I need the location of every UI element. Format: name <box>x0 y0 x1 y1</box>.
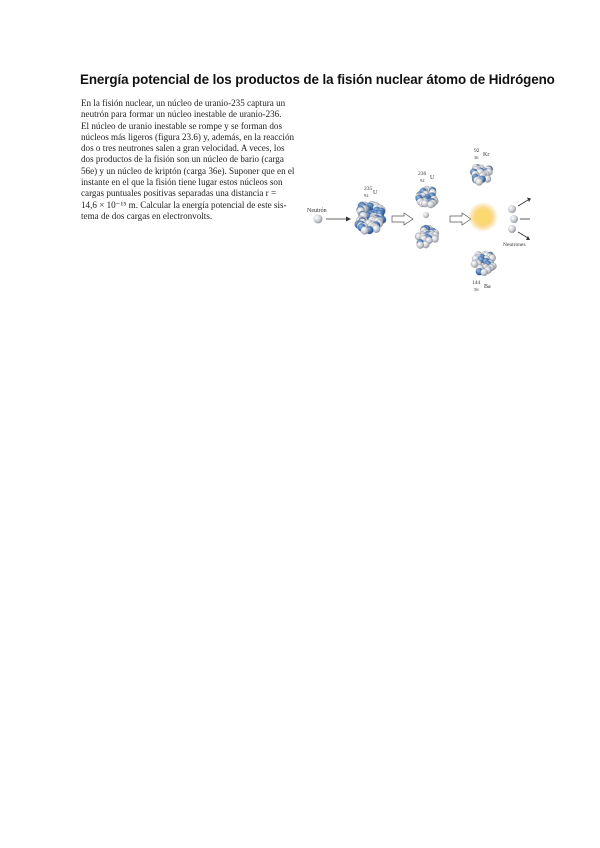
reaction-arrow <box>450 213 471 225</box>
fission-flash-core <box>475 209 491 225</box>
u236-symbol: U <box>430 175 435 181</box>
neutron-particle <box>314 215 323 224</box>
problem-line: 56e) y un núcleo de kriptón (carga 36e). Suponer que en el <box>81 165 295 176</box>
problem-line: cargas puntuales positivas separadas una distancia r = <box>81 188 277 199</box>
kr-symbol: Kr <box>483 152 490 158</box>
reaction-arrow <box>392 213 413 225</box>
barium-nucleus <box>471 251 497 276</box>
uranium-235-nucleus <box>355 201 387 234</box>
uranium-236-upper-fragment <box>415 186 438 208</box>
nucleon <box>476 178 483 185</box>
arrow-head <box>526 236 530 240</box>
ba-mass: 144 <box>472 280 481 286</box>
fission-figure <box>300 145 540 295</box>
nucleon <box>431 235 438 242</box>
arrow-head <box>527 198 531 203</box>
arrow <box>518 200 528 206</box>
neutrons-label: Neutrones <box>503 242 526 248</box>
u235-symbol: U <box>373 190 378 196</box>
krypton-nucleus <box>470 164 493 185</box>
nucleon <box>481 269 488 276</box>
problem-line: núcleos más ligeros (figura 23.6) y, además, en la reacción <box>81 131 295 142</box>
document-title: Energía potencial de los productos de la fisión nuclear átomo de Hidrógeno <box>80 72 555 87</box>
uranium-236-lower-fragment <box>415 225 439 249</box>
problem-line: En la fisión nuclear, un núcleo de uranio-235 captura un <box>81 98 286 108</box>
arrow-head <box>346 217 351 222</box>
ba-symbol: Ba <box>484 284 491 290</box>
neutron-particle <box>510 215 518 223</box>
ba-number: 56 <box>474 287 479 292</box>
neutron-label: Neutrón <box>307 208 327 214</box>
kr-mass: 92 <box>474 148 480 154</box>
neutron-particle <box>508 225 516 233</box>
neutron-particle <box>423 212 429 218</box>
problem-line: dos o tres neutrones salen a gran velocidad. A veces, los <box>81 143 285 154</box>
kr-number: 36 <box>474 155 479 160</box>
neutron-particle <box>508 205 516 213</box>
nucleon <box>361 226 369 234</box>
problem-text <box>81 98 301 222</box>
problem-line: tema de dos cargas en electronvolts. <box>81 210 213 221</box>
problem-line: dos productos de la fisión son un núcleo de bario (carga <box>81 154 284 165</box>
problem-line: El núcleo de uranio inestable se rompe y se forman dos <box>81 120 283 131</box>
nucleon <box>427 201 434 208</box>
problem-line: instante en el que la fisión tiene lugar estos núcleos son <box>81 177 283 188</box>
u235-mass: 235 <box>364 186 373 192</box>
problem-line: 14,6 × 10⁻¹⁵ m. Calcular la energía potencial de este sis- <box>81 199 287 210</box>
problem-line: neutrón para formar un núcleo inestable de uranio-236. <box>81 109 282 120</box>
u235-number: 92 <box>364 193 369 198</box>
u236-number: 92 <box>420 178 425 183</box>
u236-mass: 236 <box>418 171 427 177</box>
nucleon <box>372 225 380 233</box>
nucleon <box>417 241 424 248</box>
arrow <box>518 232 528 238</box>
